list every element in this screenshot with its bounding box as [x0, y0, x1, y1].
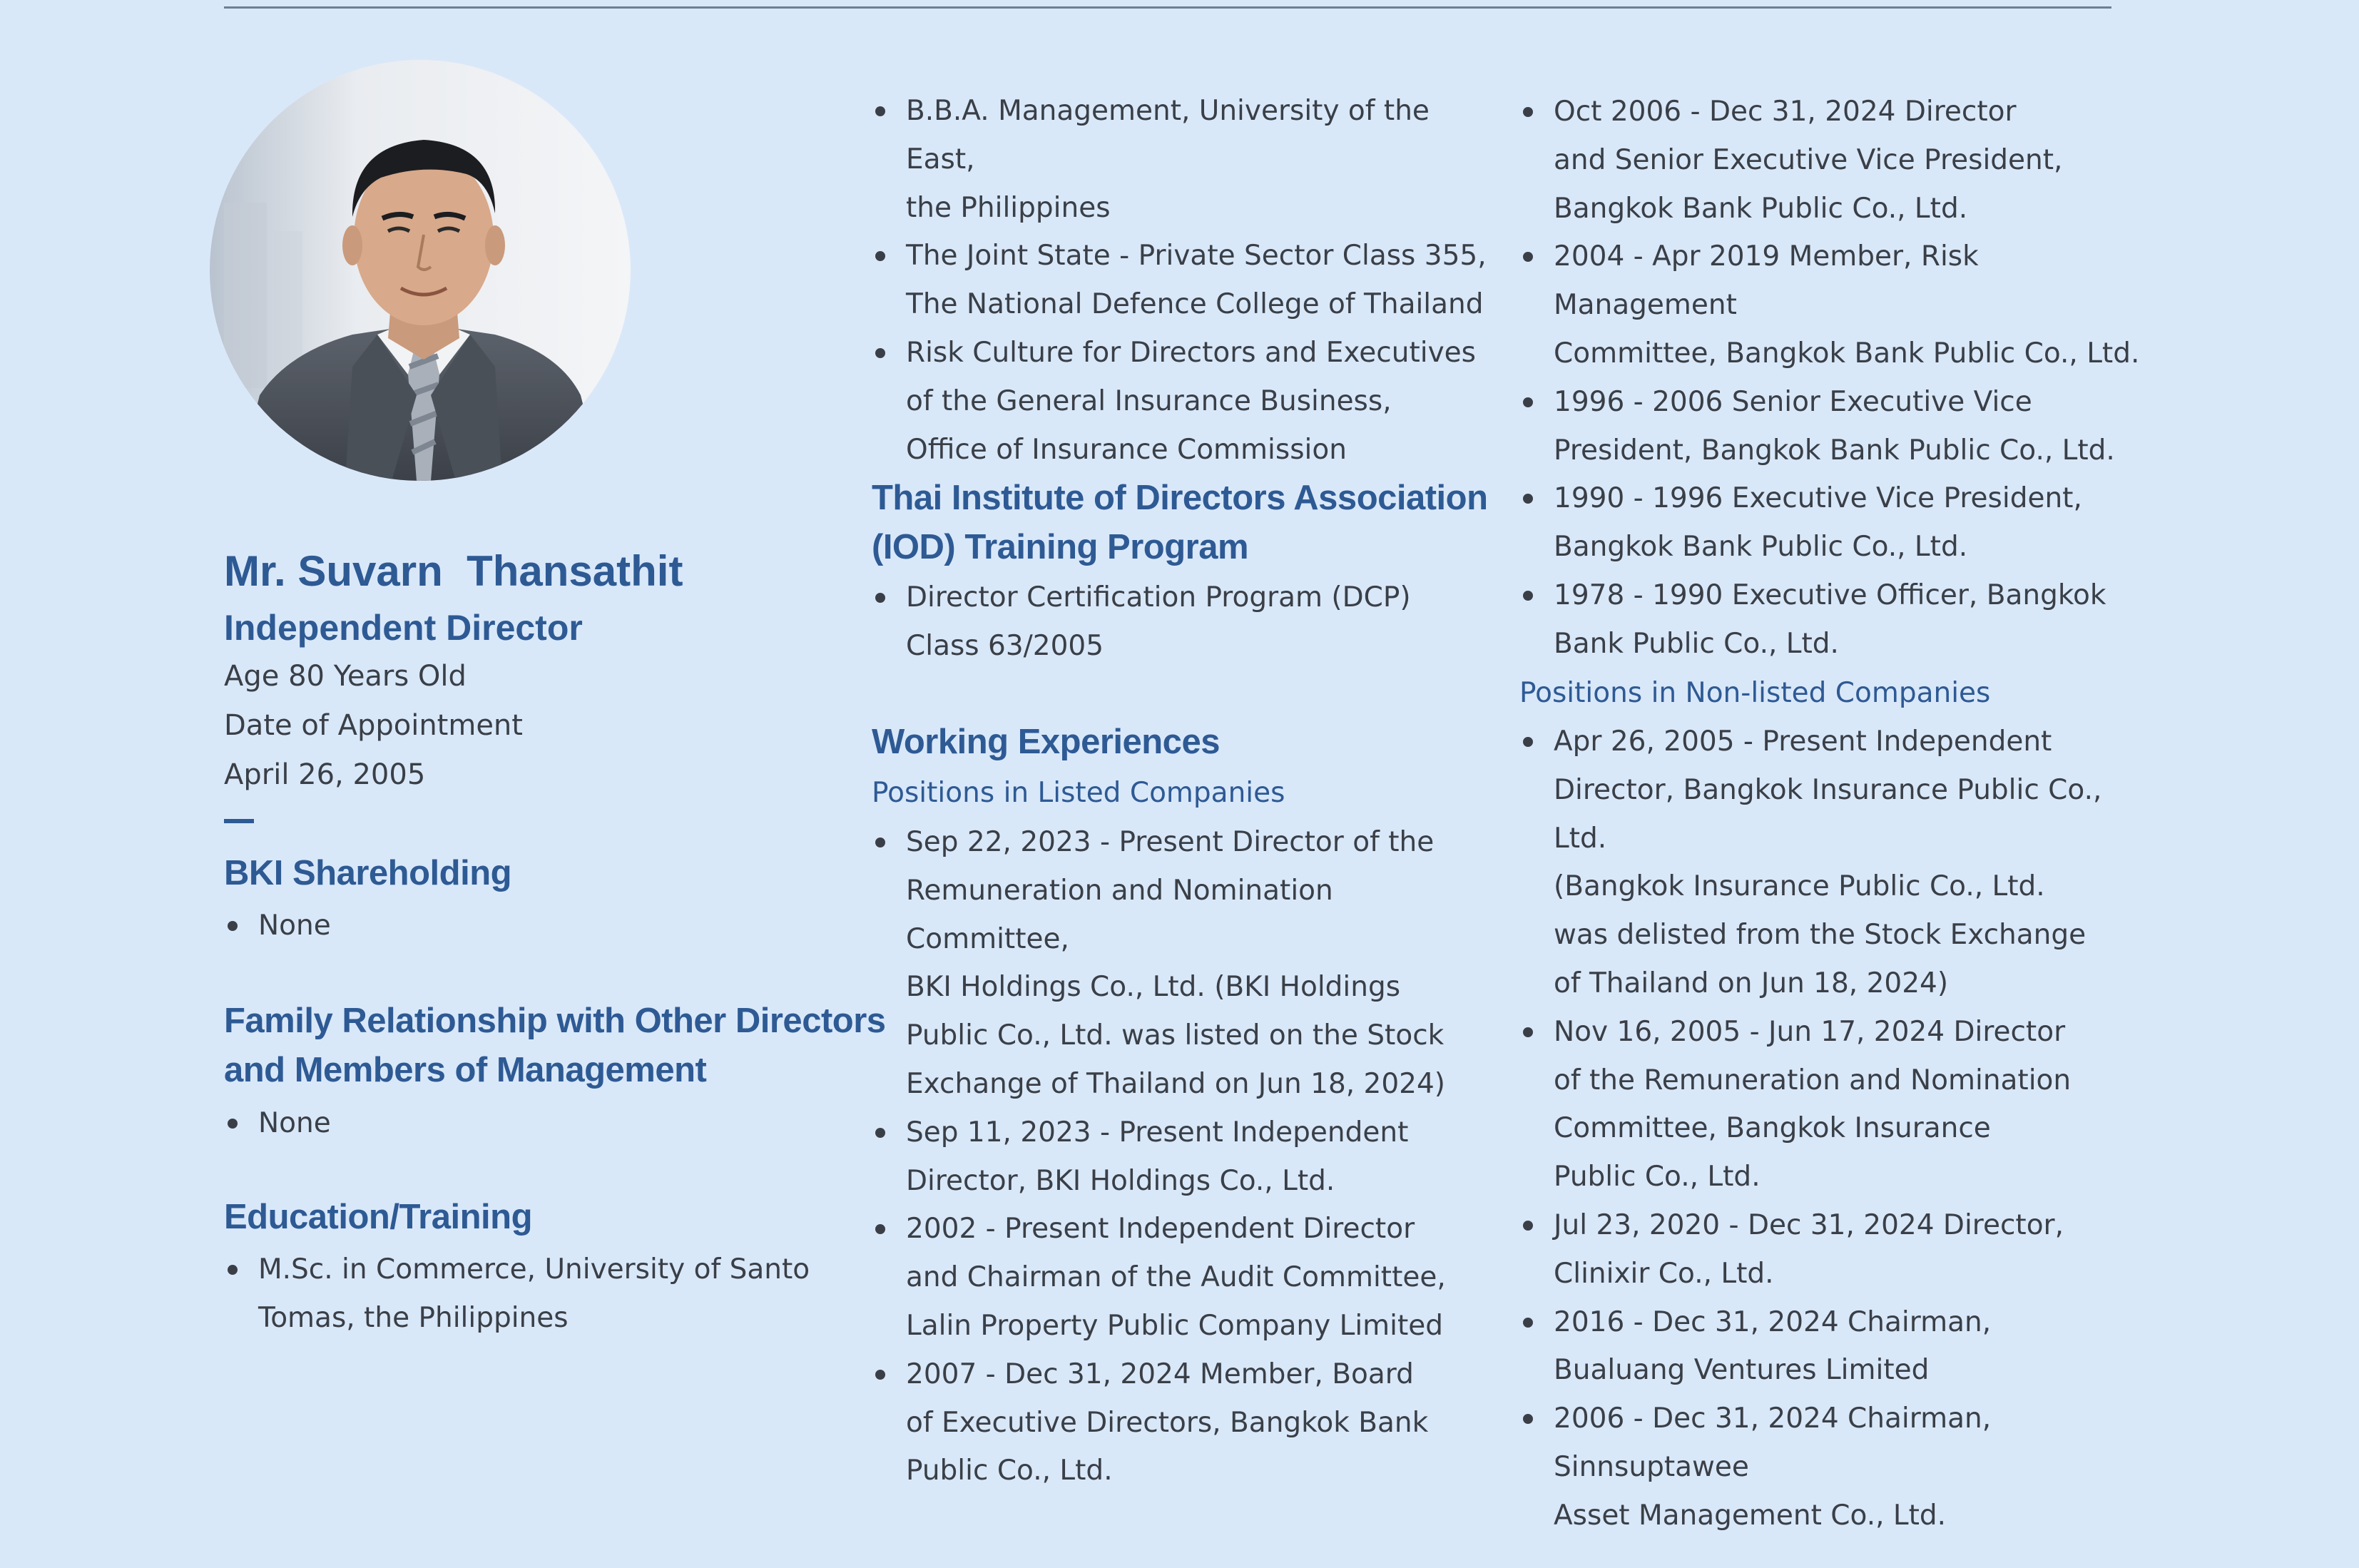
list-item: M.Sc. in Commerce, University of Santo Tomas, the Philippines — [224, 1246, 837, 1343]
list-item: 2004 - Apr 2019 Member, Risk Management Committee, Bangkok Bank Public Co., Ltd. — [1519, 233, 2147, 377]
list-item: Jul 23, 2020 - Dec 31, 2024 Director, Clinixir Co., Ltd. — [1519, 1201, 2147, 1298]
list-item: Oct 2006 - Dec 31, 2024 Director and Senior Executive Vice President, Bangkok Bank Public Co., Ltd. — [1519, 88, 2147, 233]
listed-positions-part1 — [872, 818, 1499, 1495]
listed-companies-label: Positions in Listed Companies — [872, 777, 1285, 809]
iod-list — [872, 574, 1499, 671]
list-item: Risk Culture for Directors and Executives of the General Insurance Business, Office of Insurance Commission — [872, 329, 1499, 474]
list-item: 2016 - Dec 31, 2024 Chairman, Bualuang Ventures Limited — [1519, 1298, 2147, 1395]
list-item: B.B.A. Management, University of the East, the Philippines — [872, 87, 1499, 232]
shareholding-heading: BKI Shareholding — [224, 854, 512, 892]
list-item: Director Certification Program (DCP) Class 63/2005 — [872, 574, 1499, 671]
experience-heading: Working Experiences — [872, 723, 1220, 761]
education-list-part2 — [872, 87, 1499, 474]
listed-positions-part2 — [1519, 88, 2147, 668]
family-heading: Family Relationship with Other Directors and Members of Management — [224, 1002, 886, 1089]
education-list-part1 — [224, 1246, 837, 1343]
top-divider — [224, 6, 2111, 9]
accent-dash — [224, 819, 254, 823]
list-item: The Joint State - Private Sector Class 355, The National Defence College of Thailand — [872, 232, 1499, 329]
director-name: Mr. Suvarn Thansathit — [224, 547, 683, 595]
shareholding-list — [224, 902, 837, 950]
list-item: 2006 - Dec 31, 2024 Chairman, Sinnsuptawee Asset Management Co., Ltd. — [1519, 1395, 2147, 1539]
iod-heading: Thai Institute of Directors Association (IOD) Training Program — [872, 479, 1488, 566]
list-item: 1978 - 1990 Executive Officer, Bangkok Bank Public Co., Ltd. — [1519, 571, 2147, 668]
age-text: Age 80 Years Old — [224, 660, 467, 693]
list-item: Nov 16, 2005 - Jun 17, 2024 Director of the Remuneration and Nomination Committee, Bangkok Insurance Public Co., Ltd. — [1519, 1008, 2147, 1201]
list-item: Sep 11, 2023 - Present Independent Director, BKI Holdings Co., Ltd. — [872, 1109, 1499, 1206]
list-item: 2007 - Dec 31, 2024 Member, Board of Executive Directors, Bangkok Bank Public Co., Ltd. — [872, 1350, 1499, 1495]
list-item: 2002 - Present Independent Director and Chairman of the Audit Committee, Lalin Property Public Company Limited — [872, 1205, 1499, 1350]
director-portrait — [210, 60, 631, 481]
list-item: None — [224, 1099, 837, 1148]
nonlisted-companies-label: Positions in Non-listed Companies — [1519, 677, 1991, 709]
list-item: None — [224, 902, 837, 950]
appointment-label: Date of Appointment — [224, 709, 523, 742]
list-item: Apr 26, 2005 - Present Independent Director, Bangkok Insurance Public Co., Ltd. (Bangkok Insurance Public Co., Ltd. was delisted from the Stock Exchange of Thailand on Jun 18, 2024) — [1519, 718, 2147, 1008]
family-list — [224, 1099, 837, 1148]
list-item: 1990 - 1996 Executive Vice President, Bangkok Bank Public Co., Ltd. — [1519, 474, 2147, 571]
education-heading: Education/Training — [224, 1198, 533, 1236]
director-title: Independent Director — [224, 608, 583, 648]
list-item: Sep 22, 2023 - Present Director of the Remuneration and Nomination Committee, BKI Holdings Co., Ltd. (BKI Holdings Public Co., Ltd. was listed on the Stock Exchange of Thailand on Jun 18, 2024) — [872, 818, 1499, 1109]
nonlisted-positions — [1519, 718, 2147, 1540]
appointment-date: April 26, 2005 — [224, 758, 426, 791]
list-item: 1996 - 2006 Senior Executive Vice President, Bangkok Bank Public Co., Ltd. — [1519, 378, 2147, 475]
